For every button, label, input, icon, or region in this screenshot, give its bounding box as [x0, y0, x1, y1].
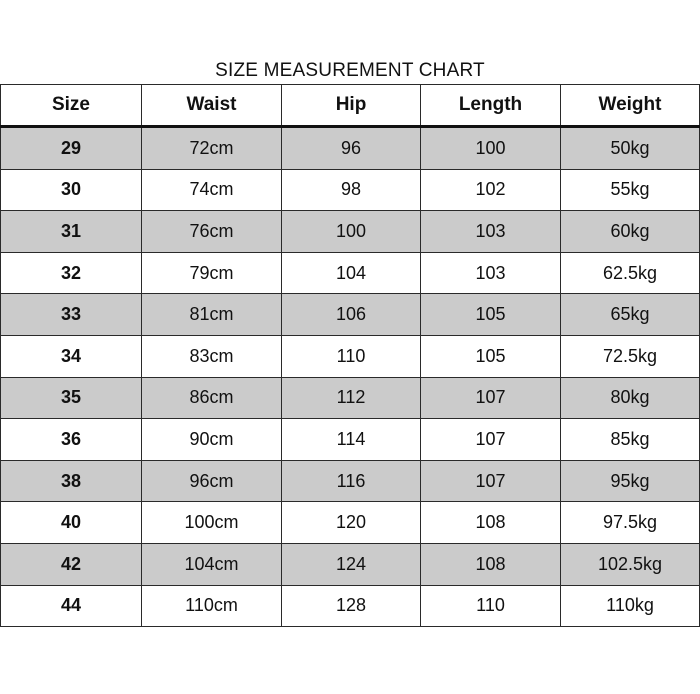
length-cell: 103 — [421, 252, 561, 294]
hip-cell: 128 — [282, 585, 421, 627]
size-cell: 30 — [1, 169, 142, 211]
hip-cell: 106 — [282, 294, 421, 336]
length-cell: 103 — [421, 211, 561, 253]
length-cell: 110 — [421, 585, 561, 627]
hip-cell: 96 — [282, 127, 421, 170]
length-cell: 108 — [421, 543, 561, 585]
length-cell: 105 — [421, 335, 561, 377]
waist-cell: 86cm — [142, 377, 282, 419]
table-row — [1, 543, 700, 585]
hip-cell: 104 — [282, 252, 421, 294]
length-cell: 107 — [421, 460, 561, 502]
weight-cell: 72.5kg — [561, 335, 700, 377]
table-row — [1, 419, 700, 461]
size-cell: 29 — [1, 127, 142, 170]
waist-cell: 110cm — [142, 585, 282, 627]
waist-cell: 81cm — [142, 294, 282, 336]
header-row — [1, 85, 700, 127]
chart-title: SIZE MEASUREMENT CHART — [215, 60, 485, 81]
size-cell: 35 — [1, 377, 142, 419]
hip-cell: 124 — [282, 543, 421, 585]
weight-cell: 102.5kg — [561, 543, 700, 585]
length-cell: 108 — [421, 502, 561, 544]
waist-cell: 83cm — [142, 335, 282, 377]
hip-cell: 116 — [282, 460, 421, 502]
table-row — [1, 585, 700, 627]
table-row — [1, 169, 700, 211]
length-cell: 107 — [421, 419, 561, 461]
header-waist: Waist — [142, 85, 282, 127]
table-row — [1, 335, 700, 377]
weight-cell: 55kg — [561, 169, 700, 211]
weight-cell: 95kg — [561, 460, 700, 502]
weight-cell: 62.5kg — [561, 252, 700, 294]
weight-cell: 60kg — [561, 211, 700, 253]
table-row — [1, 294, 700, 336]
weight-cell: 97.5kg — [561, 502, 700, 544]
size-cell: 44 — [1, 585, 142, 627]
waist-cell: 72cm — [142, 127, 282, 170]
hip-cell: 114 — [282, 419, 421, 461]
size-cell: 31 — [1, 211, 142, 253]
size-measurement-table — [0, 84, 700, 627]
header-size: Size — [1, 85, 142, 127]
length-cell: 100 — [421, 127, 561, 170]
length-cell: 105 — [421, 294, 561, 336]
size-cell: 42 — [1, 543, 142, 585]
table-row — [1, 211, 700, 253]
waist-cell: 104cm — [142, 543, 282, 585]
hip-cell: 112 — [282, 377, 421, 419]
size-cell: 32 — [1, 252, 142, 294]
waist-cell: 96cm — [142, 460, 282, 502]
waist-cell: 74cm — [142, 169, 282, 211]
size-cell: 34 — [1, 335, 142, 377]
size-cell: 38 — [1, 460, 142, 502]
weight-cell: 65kg — [561, 294, 700, 336]
weight-cell: 50kg — [561, 127, 700, 170]
hip-cell: 100 — [282, 211, 421, 253]
header-hip: Hip — [282, 85, 421, 127]
waist-cell: 76cm — [142, 211, 282, 253]
waist-cell: 100cm — [142, 502, 282, 544]
header-length: Length — [421, 85, 561, 127]
waist-cell: 90cm — [142, 419, 282, 461]
weight-cell: 110kg — [561, 585, 700, 627]
size-cell: 33 — [1, 294, 142, 336]
hip-cell: 110 — [282, 335, 421, 377]
table-row — [1, 460, 700, 502]
table-row — [1, 377, 700, 419]
table-row — [1, 252, 700, 294]
hip-cell: 98 — [282, 169, 421, 211]
hip-cell: 120 — [282, 502, 421, 544]
table-row — [1, 502, 700, 544]
length-cell: 102 — [421, 169, 561, 211]
length-cell: 107 — [421, 377, 561, 419]
size-cell: 36 — [1, 419, 142, 461]
size-cell: 40 — [1, 502, 142, 544]
table-row — [1, 127, 700, 170]
weight-cell: 85kg — [561, 419, 700, 461]
header-weight: Weight — [561, 85, 700, 127]
weight-cell: 80kg — [561, 377, 700, 419]
waist-cell: 79cm — [142, 252, 282, 294]
